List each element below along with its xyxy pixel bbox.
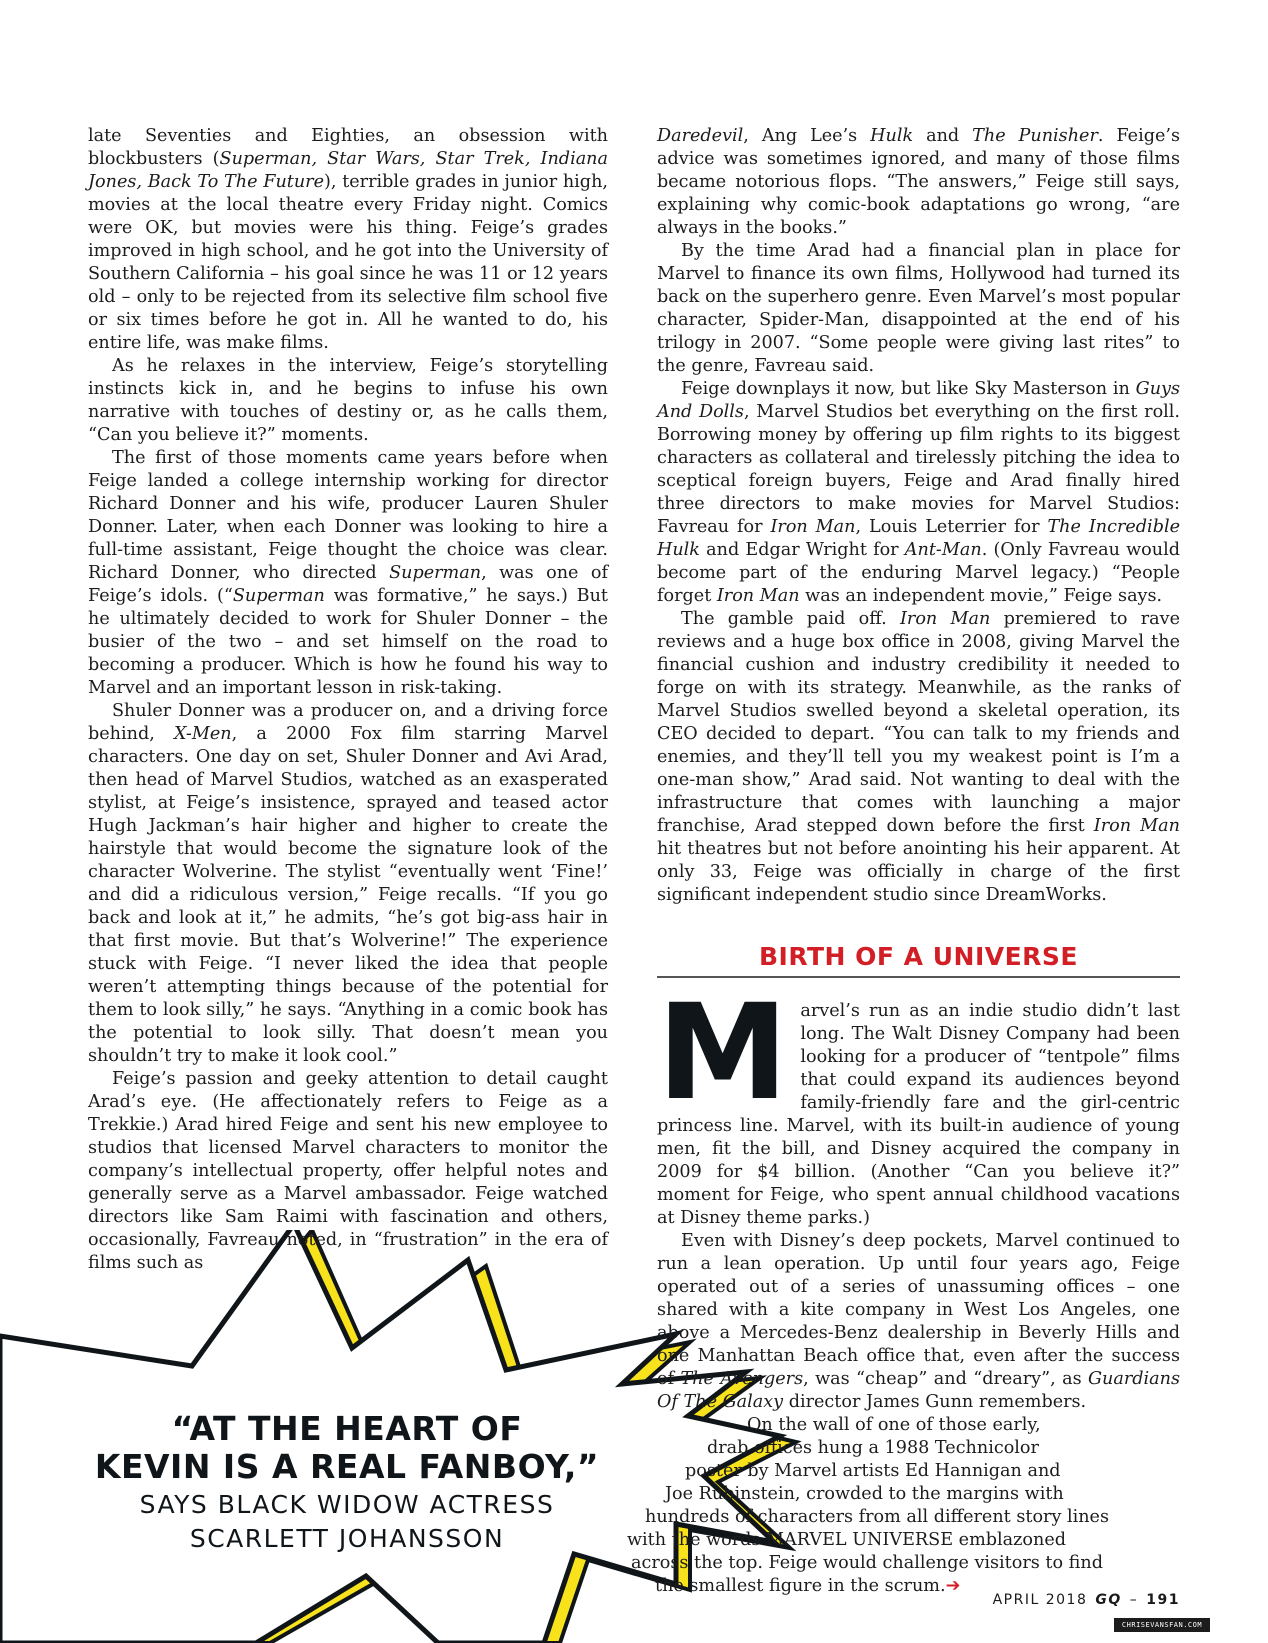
wrapped-line: Joe Rubinstein, crowded to the margins with — [665, 1484, 1064, 1504]
folio-magazine: GQ — [1095, 1592, 1122, 1608]
right-column-paragraphs — [657, 125, 1180, 907]
section-body — [627, 976, 1181, 1598]
right-column-paragraph — [657, 240, 1180, 378]
pull-quote-line-2: KEVIN IS A REAL FANBOY,” — [94, 1447, 600, 1486]
article-column-left — [88, 125, 608, 1275]
text-run: , Marvel Studios bet everything on the first roll. Borrowing money by offering up film rights to its biggest characters as collateral and tirelessly pitching the idea to sceptical foreign buyers, Feige and Arad finally hired three directors to make movies for Marvel Studios: Favreau for — [657, 402, 1181, 537]
wrapped-line: with the words MARVEL UNIVERSE emblazoned — [627, 1530, 1066, 1550]
left-column-paragraph — [88, 355, 608, 447]
text-run: The gamble paid off. — [681, 609, 900, 629]
folio-date: APRIL 2018 — [992, 1592, 1088, 1608]
text-run: . Feige’s advice was sometimes ignored, and many of those films became notorious flops. “The answers,” Feige still says, explaining why comic-book adaptations go wrong, “are always in the books.” — [657, 126, 1180, 238]
section-paragraphs — [657, 1230, 1180, 1414]
italic-title: Daredevil — [657, 126, 744, 146]
page-folio — [993, 1592, 1180, 1608]
text-run: hit theatres but not before anointing his heir apparent. At only 33, Feige was officially in charge of the first significant independent studio since DreamWorks. — [657, 839, 1180, 905]
text-run: , Louis Leterrier for — [855, 517, 1048, 537]
section-paragraph — [657, 1230, 1180, 1414]
italic-title: Superman — [232, 586, 325, 606]
article-column-right — [627, 125, 1181, 1598]
right-column-paragraph — [657, 608, 1180, 907]
italic-title: Iron Man — [1093, 816, 1181, 836]
pull-quote — [72, 1410, 622, 1554]
italic-title: Hulk — [870, 126, 914, 146]
italic-title: Iron Man — [899, 609, 991, 629]
right-column-paragraph — [657, 125, 1180, 240]
drop-cap: M — [657, 976, 789, 1130]
pull-quote-attribution-1: SAYS BLACK WIDOW ACTRESS — [139, 1490, 555, 1519]
folio-separator: – — [1129, 1592, 1139, 1608]
italic-title: The Punisher — [972, 126, 1098, 146]
pull-quote-attribution-2: SCARLETT JOHANSSON — [189, 1524, 505, 1553]
italic-title: Ant-Man — [904, 540, 982, 560]
text-run: , was one of Feige’s idols. (“ — [88, 563, 608, 606]
text-run: . (Only Favreau would become part of the enduring Marvel legacy.) “People forget — [657, 540, 1180, 606]
italic-title: Iron Man — [770, 517, 856, 537]
text-run: and Edgar Wright for — [699, 540, 905, 560]
right-column-paragraph — [657, 378, 1180, 608]
wrapped-line: drab offices hung a 1988 Technicolor — [707, 1438, 1039, 1458]
section-heading: BIRTH OF A UNIVERSE — [657, 945, 1180, 978]
text-run: Feige downplays it now, but like Sky Masterson in — [681, 379, 1136, 399]
wrapped-line: the smallest figure in the scrum.➔ — [655, 1576, 961, 1596]
text-run: and — [913, 126, 973, 146]
wrapped-paragraph — [627, 1414, 1180, 1598]
text-run: ), terrible grades in junior high, movies at the local theatre every Friday night. Comics were OK, but movies were his thing. Feige’s grades improved in high school, and he got into the University of Southern California – his goal since he was 11 or 12 years old – only to be rejected from its selective film school five or six times before he got in. All he wanted to do, his entire life, was make films. — [88, 172, 608, 353]
text-run: , a 2000 Fox film starring Marvel characters. One day on set, Shuler Donner and Avi Arad, then head of Marvel Studios, watched as an exasperated stylist, at Feige’s insistence, sprayed and teased actor Hugh Jackman’s hair higher and higher to create the hairstyle that would become the signature look of the character Wolverine. The stylist “eventually went ‘Fine!’ and did a ridiculous version,” Feige recalls. “If you go back and look at it,” he admits, “he’s got big-ass hair in that first movie. But that’s Wolverine!” The experience stuck with Feige. “I never liked the idea that people weren’t attempting things because of the potential for them to look silly,” he says. “Anything in a comic book has the potential to look silly. That doesn’t mean you shouldn’t try to make it look cool.” — [88, 724, 608, 1066]
text-run: Even with Disney’s deep pockets, Marvel continued to run a lean operation. Up until four years ago, Feige operated out of a series of unassuming offices – one shared with a kite company in West Los Angeles, one above a Mercedes-Benz dealership in Beverly Hills and one Manhattan Beach office that, even after the success of — [657, 1231, 1180, 1389]
section-first-paragraph-text: arvel’s run as an indie studio didn’t last long. The Walt Disney Company had been looking for a producer of “tentpole” films that could expand its audiences beyond family-friendly fare and the girl-centric princess line. Marvel, with its built-in audience of young men, fit the bill, and Disney acquired the company in 2009 for $4 billion. (Another “Can you believe it?” moment for Feige, who spent annual childhood vacations at Disney theme parks.) — [657, 1001, 1180, 1228]
italic-title: Superman, Star Wars, Star Trek, Indiana Jones, Back To The Future — [88, 149, 609, 192]
wrapped-line: poster by Marvel artists Ed Hannigan and — [685, 1461, 1061, 1481]
italic-title: The Avengers — [680, 1369, 804, 1389]
folio-page-number: 191 — [1146, 1592, 1180, 1608]
left-column-paragraph — [88, 700, 608, 1068]
pull-quote-line-1: “AT THE HEART OF — [171, 1409, 523, 1448]
text-run: late Seventies and Eighties, an obsession with blockbusters ( — [88, 126, 608, 169]
text-run: Feige’s passion and geeky attention to detail caught Arad’s eye. (He affectionately refers to Feige as a Trekkie.) Arad hired Feige and sent his new employee to studios that licensed Marvel characters to monitor the company’s intellectual property, offer helpful notes and generally serve as a Marvel ambassador. Feige watched directors like Sam Raimi with fascination and others, occasionally, Favreau noted, in “frustration” in the era of films such as — [88, 1069, 608, 1273]
text-run: , Ang Lee’s — [743, 126, 871, 146]
text-run: director James Gunn remembers. — [783, 1392, 1087, 1412]
watermark-logo: CHRISEVANSFAN.COM — [1114, 1618, 1210, 1632]
italic-title: X-Men — [174, 724, 232, 744]
wrapped-line: On the wall of one of those early, — [747, 1415, 1041, 1435]
text-run: , was “cheap” and “dreary”, as — [803, 1369, 1088, 1389]
italic-title: The Incredible Hulk — [657, 517, 1180, 560]
end-mark-arrow-icon: ➔ — [945, 1576, 961, 1596]
text-run: As he relaxes in the interview, Feige’s storytelling instincts kick in, and he begins to infuse his own narrative with touches of destiny or, as he calls them, “Can you believe it?” moments. — [88, 356, 608, 445]
italic-title: Guardians Of The Galaxy — [657, 1369, 1181, 1412]
section-first-paragraph — [657, 976, 1180, 1230]
wrapped-line: hundreds of characters from all different story lines — [645, 1507, 1110, 1527]
left-column-paragraph — [88, 447, 608, 700]
italic-title: Iron Man — [716, 586, 800, 606]
left-column-paragraph — [88, 1068, 608, 1275]
italic-title: Superman — [389, 563, 482, 583]
wrapped-line: across the top. Feige would challenge visitors to find — [631, 1553, 1103, 1573]
text-run: By the time Arad had a financial plan in place for Marvel to finance its own films, Hollywood had turned its back on the superhero genre. Even Marvel’s most popular character, Spider-Man, disappointed at the end of his trilogy in 2007. “Some people were giving last rites” to the genre, Favreau said. — [657, 241, 1180, 376]
text-run: The first of those moments came years before when Feige landed a college internship working for director Richard Donner and his wife, producer Lauren Shuler Donner. Later, when each Donner was looking to hire a full-time assistant, Feige thought the choice was clear. Richard Donner, who directed — [88, 448, 608, 583]
left-column-paragraph — [88, 125, 608, 355]
text-run: Shuler Donner was a producer on, and a driving force behind, — [88, 701, 608, 744]
text-run: premiered to rave reviews and a huge box office in 2008, giving Marvel the financial cushion and industry credibility it needed to forge on with its strategy. Meanwhile, as the ranks of Marvel Studios swelled beyond a skeletal operation, its CEO decided to depart. “You can talk to my friends and enemies, and they’ll tell you my weakest point is I’m a one-man show,” Arad said. Not wanting to deal with the infrastructure that comes with launching a major franchise, Arad stepped down before the first — [657, 609, 1180, 836]
text-run: was formative,” he says.) But he ultimately decided to work for Shuler Donner – the busier of the two – and set himself on the road to becoming a producer. Which is how he found his way to Marvel and an important lesson in risk-taking. — [88, 586, 608, 698]
italic-title: Guys And Dolls — [657, 379, 1180, 422]
text-run: was an independent movie,” Feige says. — [799, 586, 1163, 606]
